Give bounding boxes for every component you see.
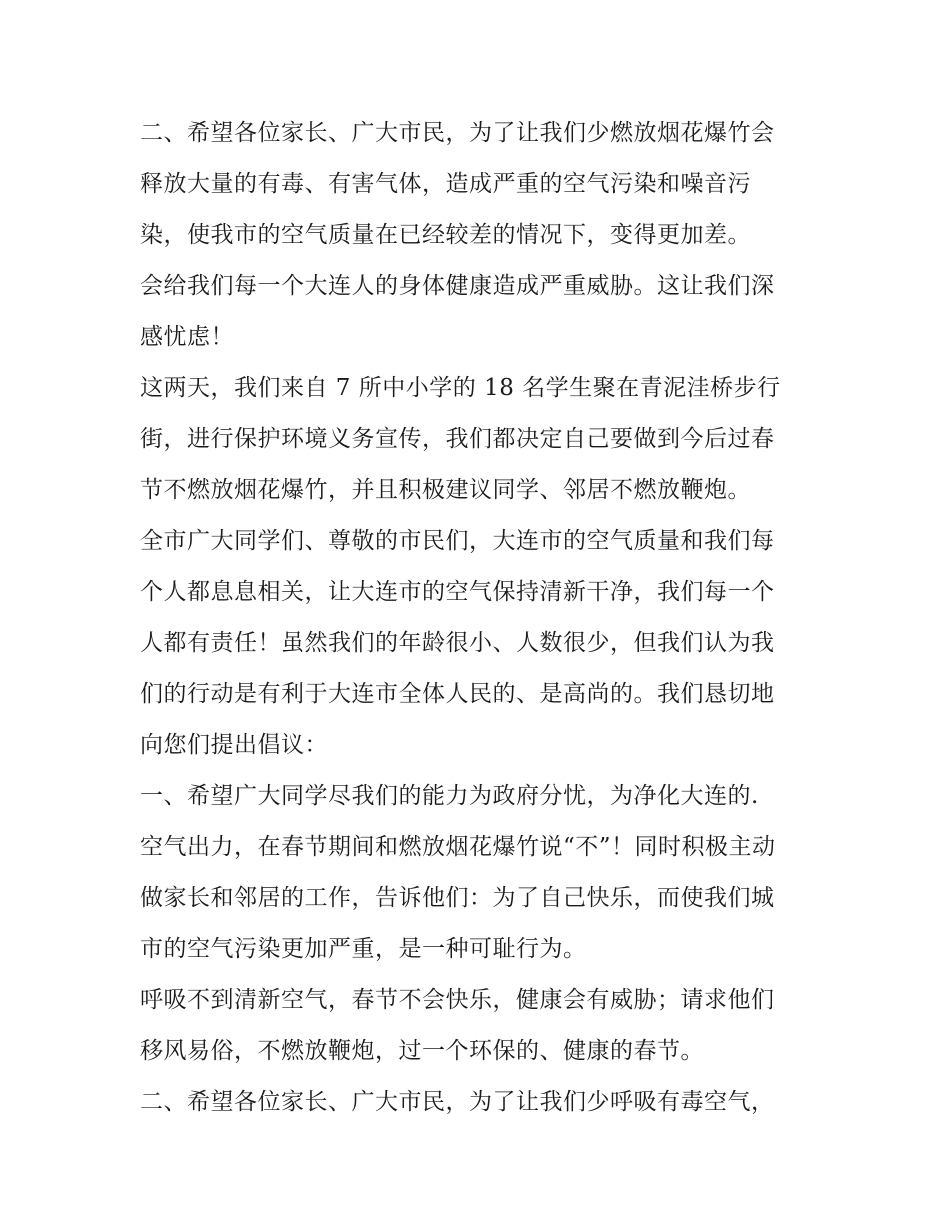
text-line: 这两天，我们来自 7 所中小学的 18 名学生聚在青泥洼桥步行 xyxy=(140,375,781,401)
text-line: 释放大量的有毒、有害气体，造成严重的空气污染和噪音污 xyxy=(140,171,751,197)
text-line: 移风易俗，不燃放鞭炮，过一个环保的、健康的春节。 xyxy=(140,1038,704,1064)
text-line: 一、希望广大同学尽我们的能力为政府分忧，为净化大连的. xyxy=(140,783,759,809)
text-line: 全市广大同学们、尊敬的市民们，大连市的空气质量和我们每 xyxy=(140,528,775,554)
text-line: 节不燃放烟花爆竹，并且积极建议同学、邻居不燃放鞭炮。 xyxy=(140,477,751,503)
text-line: 向您们提出倡议： xyxy=(140,732,328,758)
text-line: 二、希望各位家长、广大市民，为了让我们少燃放烟花爆竹会 xyxy=(140,120,775,146)
text-line: 个人都息息相关，让大连市的空气保持清新干净，我们每一个 xyxy=(140,579,775,605)
document-body xyxy=(140,108,820,1128)
text-line: 空气出力，在春节期间和燃放烟花爆竹说“不”！同时积极主动 xyxy=(140,834,776,860)
text-line: 二、希望各位家长、广大市民，为了让我们少呼吸有毒空气， xyxy=(140,1089,775,1115)
text-line: 染，使我市的空气质量在已经较差的情况下，变得更加差。 xyxy=(140,222,751,248)
text-line: 人都有责任！虽然我们的年龄很小、人数很少，但我们认为我 xyxy=(140,630,775,656)
text-line: 市的空气污染更加严重，是一种可耻行为。 xyxy=(140,936,587,962)
text-line: 感忧虑！ xyxy=(140,324,234,350)
text-line: 街，进行保护环境义务宣传，我们都决定自己要做到今后过春 xyxy=(140,426,775,452)
text-line: 们的行动是有利于大连市全体人民的、是高尚的。我们恳切地 xyxy=(140,681,775,707)
text-line: 呼吸不到清新空气，春节不会快乐，健康会有威胁；请求他们 xyxy=(140,987,775,1013)
text-line: 做家长和邻居的工作，告诉他们：为了自己快乐，而使我们城 xyxy=(140,885,775,911)
text-line: 会给我们每一个大连人的身体健康造成严重威胁。这让我们深 xyxy=(140,273,775,299)
